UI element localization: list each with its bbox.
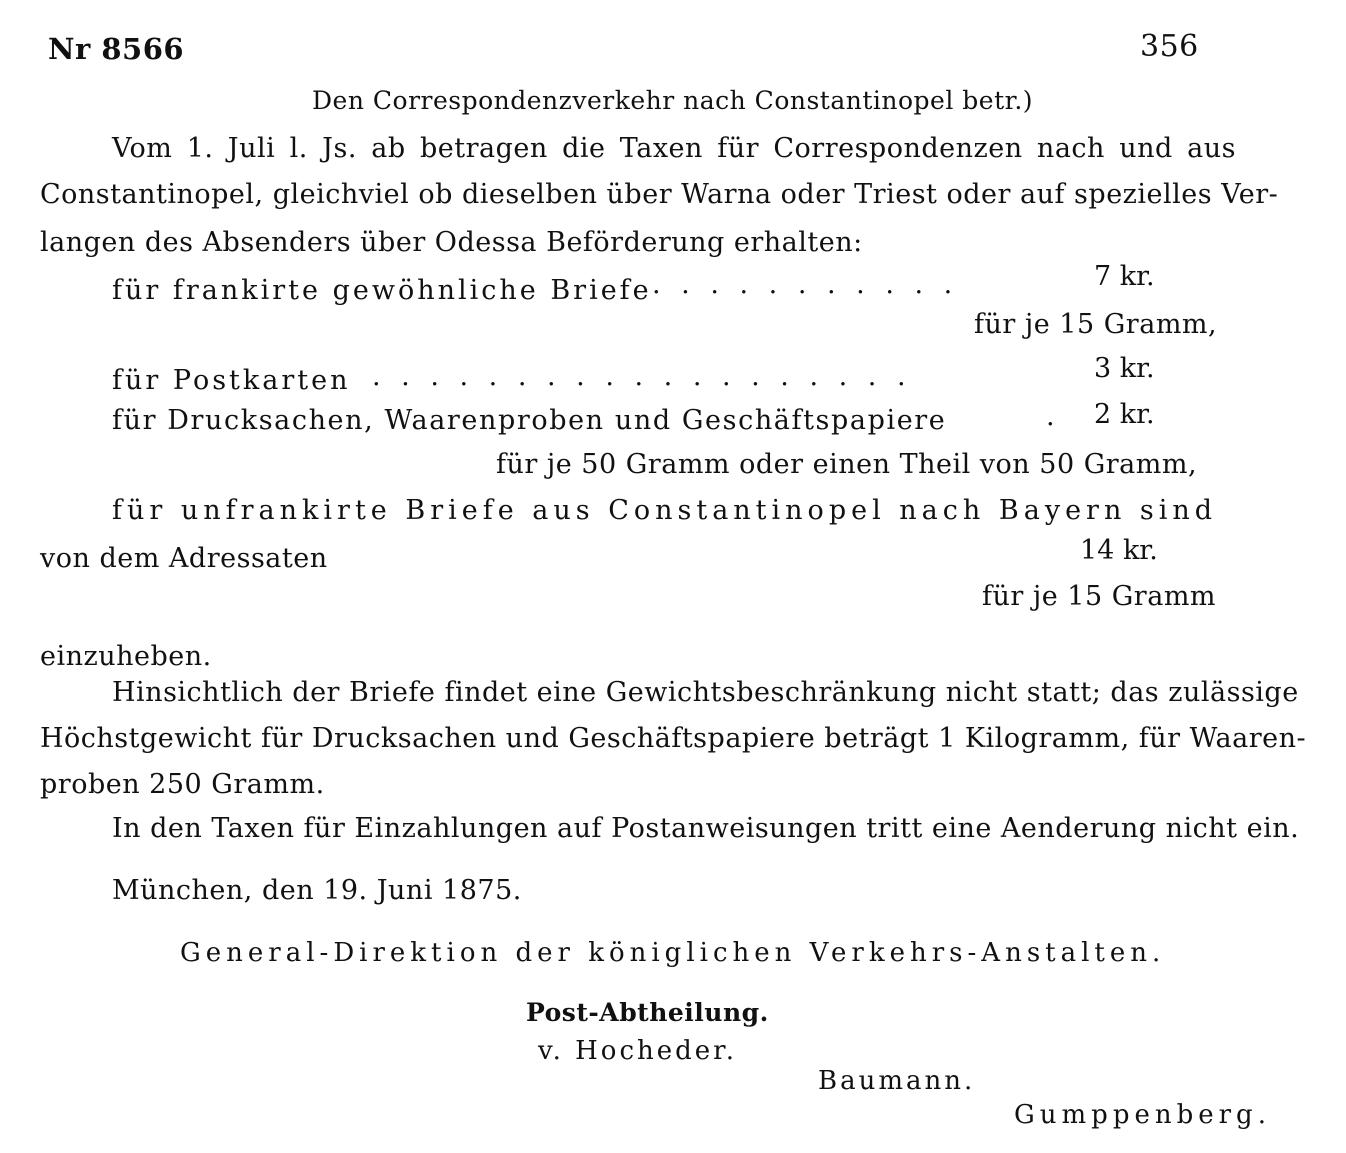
rate-printed-price: 2 kr. (1094, 399, 1155, 430)
rate-printed-label: für Drucksachen, Waarenproben und Geschäftspapiere (112, 405, 947, 436)
intro-line-1: Vom 1. Juli l. Js. ab betragen die Taxen für Correspondenzen nach und aus (112, 133, 1236, 164)
page-number: 356 (1140, 29, 1199, 64)
rate-printed-per: für je 50 Gramm oder einen Theil von 50 Gramm, (496, 449, 1198, 480)
rate-postcards-price: 3 kr. (1094, 353, 1155, 384)
money-order-note: In den Taxen für Einzahlungen auf Postanweisungen tritt eine Aenderung nicht ein. (112, 813, 1300, 844)
rate-franked-per: für je 15 Gramm, (974, 309, 1218, 340)
signature-department: Post-Abtheilung. (526, 998, 769, 1027)
rate-franked-label: für frankirte gewöhnliche Briefe (112, 275, 652, 306)
rate-postcards-dots: . . . . . . . . . . . . . . . . . . . (372, 361, 912, 392)
signature-hocheder: v. Hocheder. (538, 1036, 738, 1066)
rate-unfranked-price: 14 kr. (1080, 535, 1158, 566)
rate-unfranked-line-2: von dem Adressaten (40, 543, 328, 574)
weight-note-line-3: proben 250 Gramm. (40, 769, 325, 800)
subject-line: Den Correspondenzverkehr nach Constantinopel betr.) (312, 86, 1034, 115)
rate-unfranked-per: für je 15 Gramm (982, 581, 1217, 612)
rate-unfranked-line-3: einzuheben. (40, 641, 212, 672)
intro-line-2: Constantinopel, gleichviel ob dieselben über Warna oder Triest oder auf spezielles Ver- (40, 179, 1279, 210)
weight-note-line-2: Höchstgewicht für Drucksachen und Geschäftspapiere beträgt 1 Kilogramm, für Waaren- (40, 723, 1307, 754)
rate-printed-dots: . (1046, 401, 1056, 432)
issuing-authority: General-Direktion der königlichen Verkehrs-Anstalten. (180, 938, 1166, 968)
intro-line-3: langen des Absenders über Odessa Beförderung erhalten: (40, 227, 863, 258)
rate-postcards-label: für Postkarten (112, 365, 351, 396)
rate-franked-price: 7 kr. (1094, 261, 1155, 292)
signature-baumann: Baumann. (818, 1066, 976, 1096)
signature-gumppenberg: Gumppenberg. (1014, 1100, 1271, 1130)
rate-unfranked-line-1: für unfrankirte Briefe aus Constantinopel nach Bayern sind (112, 495, 1218, 526)
decree-number: Nr 8566 (48, 32, 185, 66)
date-line: München, den 19. Juni 1875. (112, 875, 522, 906)
rate-franked-dots: . . . . . . . . . . . (652, 269, 959, 300)
weight-note-line-1: Hinsichtlich der Briefe findet eine Gewichtsbeschränkung nicht statt; das zulässige (112, 677, 1299, 708)
